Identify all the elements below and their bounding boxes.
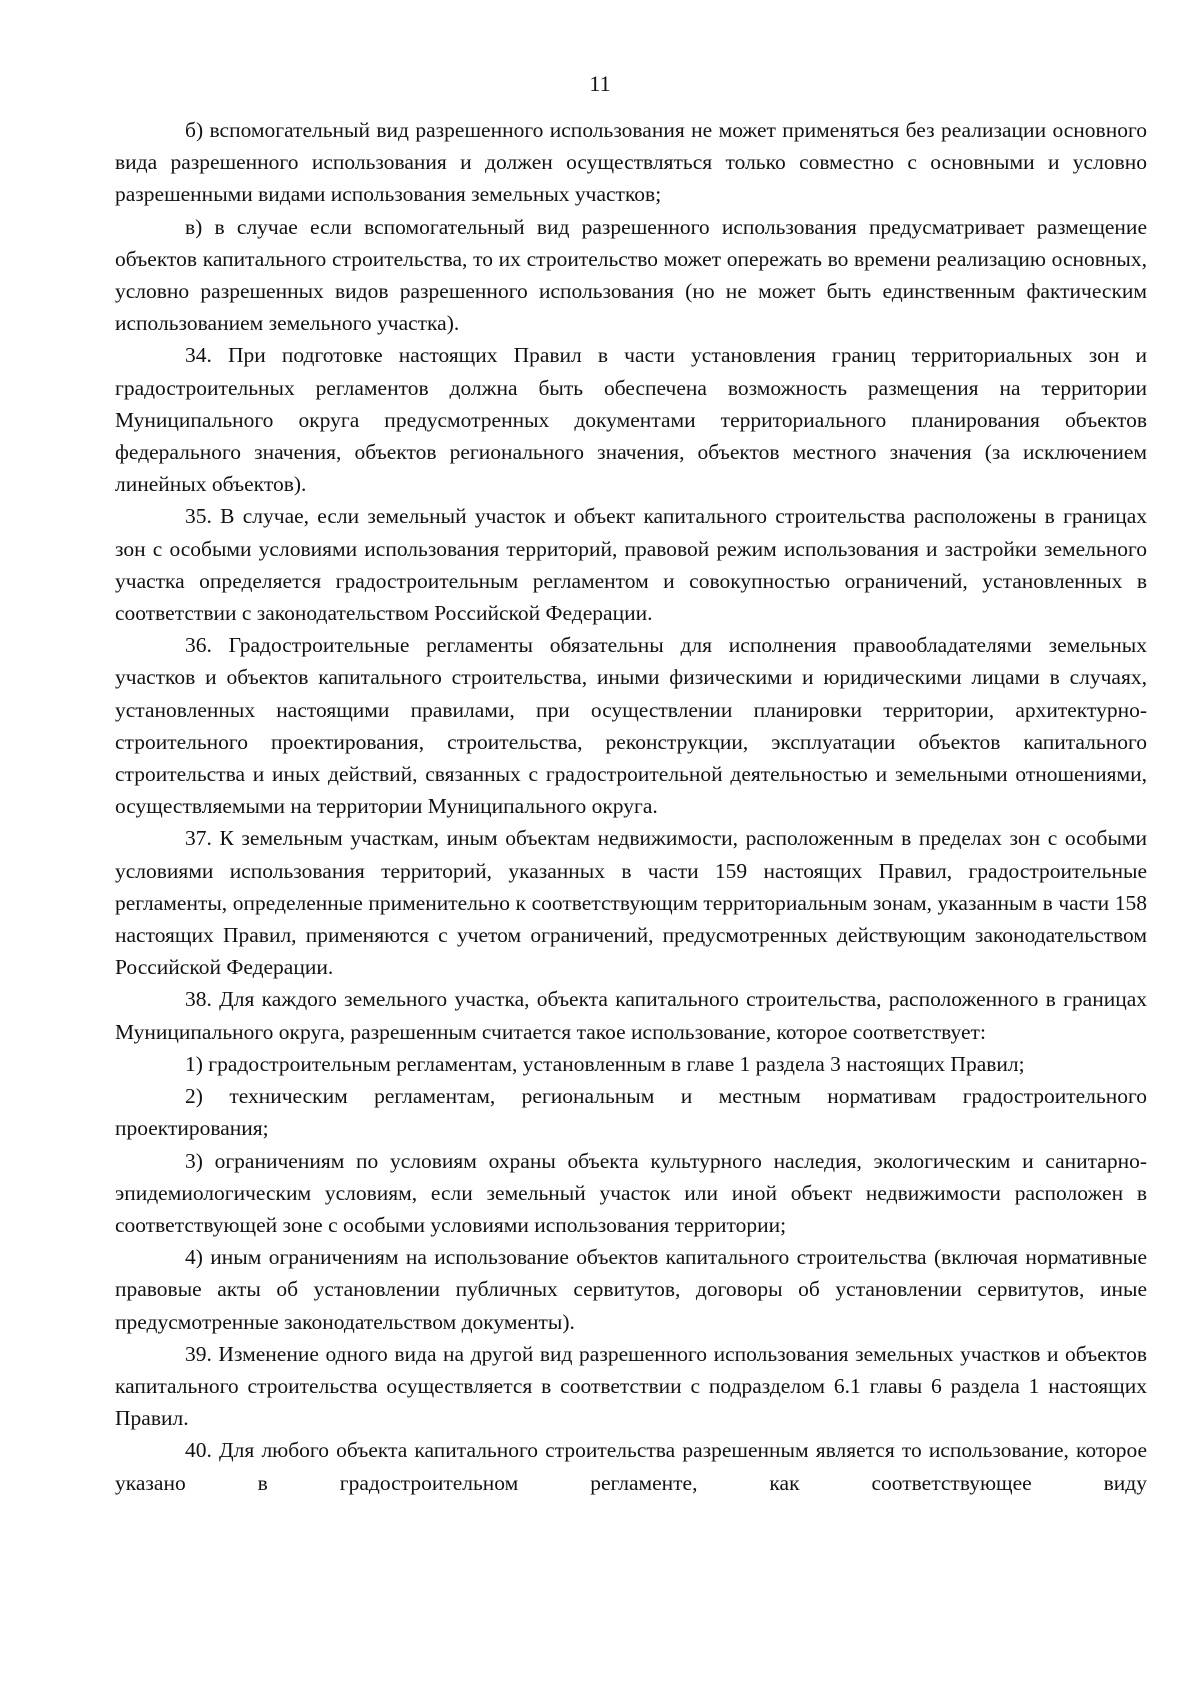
paragraph-36: 36. Градостроительные регламенты обязательны для исполнения правообладателями земельных участков и объектов капитального строительства, иными физическими и юридическими лицами в случаях, установленных настоящими правилами, при осуществлении планировки территории, архитектурно-строительного проектирования, строительства, реконструкции, эксплуатации объектов капитального строительства и иных действий, связанных с градостроительной деятельностью и земельными отношениями, осуществляемыми на территории Муниципального округа. [115,633,1147,819]
list-item-3: 3) ограничениям по условиям охраны объекта культурного наследия, экологическим и санитарно-эпидемиологическим условиям, если земельный участок или иной объект недвижимости расположен в соответствующей зоне с особыми условиями использования территории; [115,1148,1147,1237]
document-body [115,114,1147,1499]
paragraph-39: 39. Изменение одного вида на другой вид разрешенного использования земельных участков и объектов капитального строительства осуществляется в соответствии с подразделом 6.1 главы 6 раздела 1 настоящих Правил. [115,1341,1147,1431]
paragraph-v-auxiliary-construction: в) в случае если вспомогательный вид разрешенного использования предусматривает размещение объектов капитального строительства, то их строительство может опережать во времени реализацию основных, условно разрешенных видов разрешенного использования (но не может быть единственным фактическим использованием земельного участка). [115,214,1147,336]
list-item-4: 4) иным ограничениям на использование объектов капитального строительства (включая нормативные правовые акты об установлении публичных сервитутов, договоры об установлении сервитутов, иные предусмотренные законодательством документы). [115,1245,1147,1334]
paragraph-40: 40. Для любого объекта капитального строительства разрешенным является то использование, которое указано в градостроительном регламенте, как соответствующее виду [115,1438,1147,1495]
paragraph-35: 35. В случае, если земельный участок и объект капитального строительства расположены в границах зон с особыми условиями использования территорий, правовой режим использования и застройки земельного участка определяется градостроительным регламентом и совокупностью ограничений, установленных в соответствии с законодательством Российской Федерации. [115,504,1147,626]
paragraph-34: 34. При подготовке настоящих Правил в части установления границ территориальных зон и градостроительных регламентов должна быть обеспечена возможность размещения на территории Муниципального округа предусмотренных документами территориального планирования объектов федерального значения, объектов регионального значения, объектов местного значения (за исключением линейных объектов). [115,343,1147,497]
page-number: 11 [589,71,611,96]
paragraph-37: 37. К земельным участкам, иным объектам недвижимости, расположенным в пределах зон с особыми условиями использования территорий, указанных в части 159 настоящих Правил, градостроительные регламенты, определенные применительно к соответствующим территориальным зонам, указанным в части 158 настоящих Правил, применяются с учетом ограничений, предусмотренных действующим законодательством Российской Федерации. [115,826,1147,980]
paragraph-38: 38. Для каждого земельного участка, объекта капитального строительства, расположенного в границах Муниципального округа, разрешенным считается такое использование, которое соответствует: [115,987,1147,1044]
list-item-1: 1) градостроительным регламентам, установленным в главе 1 раздела 3 настоящих Правил; [185,1051,1025,1076]
paragraph-b-auxiliary-use: б) вспомогательный вид разрешенного использования не может применяться без реализации основного вида разрешенного использования и должен осуществляться только совместно с основными и условно разрешенными видами использования земельных участков; [115,118,1147,207]
list-item-2: 2) техническим регламентам, региональным и местным нормативам градостроительного проектирования; [115,1084,1147,1141]
